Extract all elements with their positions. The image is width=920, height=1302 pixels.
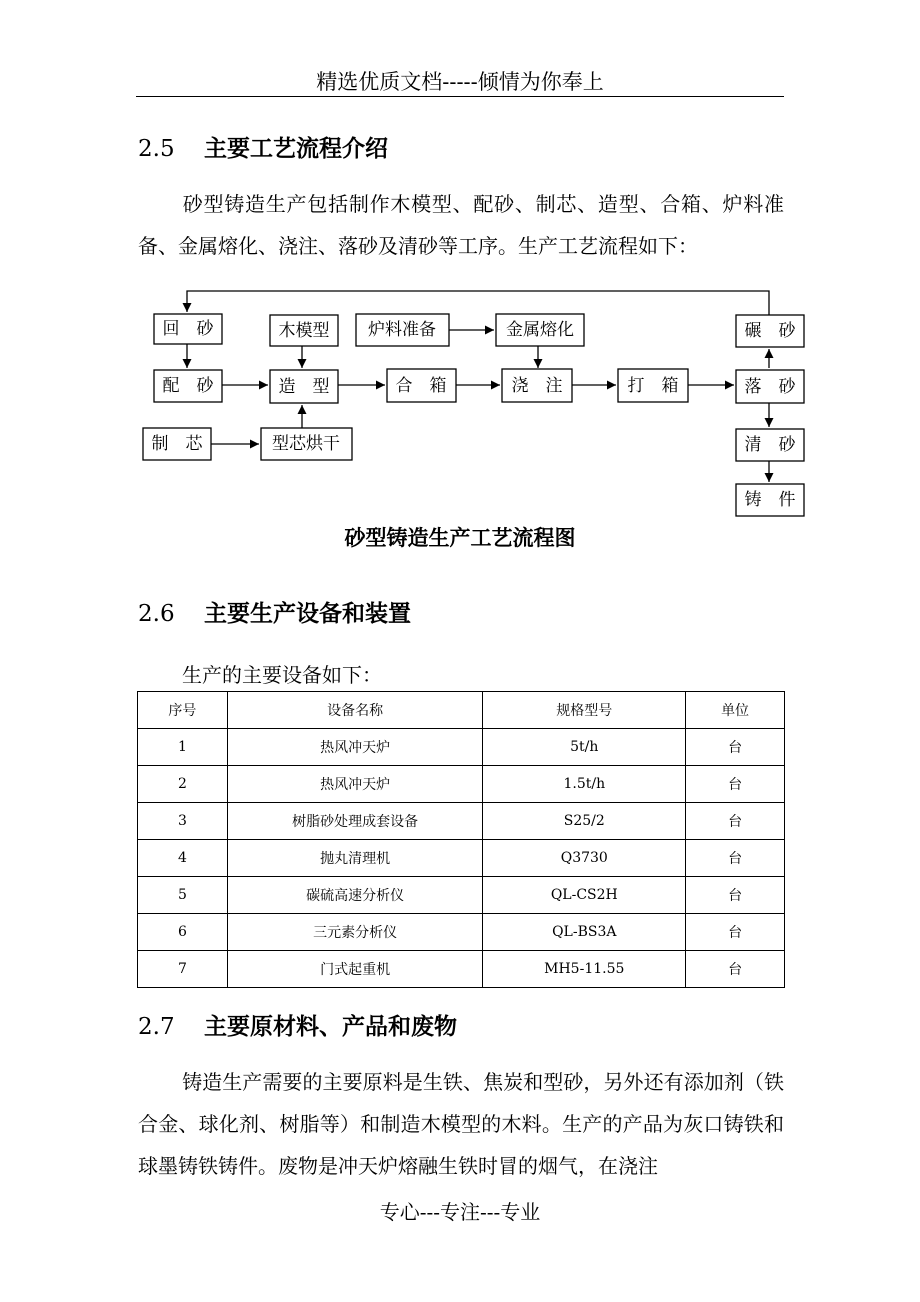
cell-name: 门式起重机 [227,951,483,988]
header-index: 序号 [138,692,228,729]
label-mumoxing: 木模型 [278,321,330,341]
cell-model: MH5-11.55 [483,951,686,988]
cell-index: 4 [138,840,228,877]
table-row [138,877,785,914]
label-luliao: 炉料准备 [368,320,436,340]
cell-index: 1 [138,729,228,766]
label-qingsha: 清 砂 [744,435,796,455]
label-luosha: 落 砂 [744,377,796,397]
paragraph-text: 砂型铸造生产包括制作木模型、配砂、制芯、造型、合箱、炉料准备、金属熔化、浇注、落砂及清砂等工序。生产工艺流程如下： [138,192,784,258]
paragraph-text: 铸造生产需要的主要原料是生铁、焦炭和型砂，另外还有添加剂（铁合金、球化剂、树脂等）和制造木模型的木料。生产的产品为灰口铸铁和球墨铸铁铸件。废物是冲天炉熔融生铁时冒的烟气，在浇注 [138,1070,784,1178]
label-zaoxing: 造 型 [278,377,330,397]
cell-name: 三元素分析仪 [227,914,483,951]
label-xingxin: 型芯烘干 [272,434,340,454]
table-row [138,914,785,951]
label-daxiang: 打 箱 [627,376,679,396]
label-zhixin: 制 芯 [151,434,203,454]
cell-unit: 台 [686,766,785,803]
cell-unit: 台 [686,877,785,914]
section-number: 2.7 [138,1014,175,1040]
section-title: 主要生产设备和装置 [204,600,411,627]
label-jiaozhu: 浇 注 [511,376,563,396]
cell-model: Q3730 [483,840,686,877]
paragraph-materials [138,1061,784,1187]
cell-name: 热风冲天炉 [227,729,483,766]
table-header-row [138,692,785,729]
flow-box-labels [152,319,797,510]
cell-unit: 台 [686,840,785,877]
section-number: 2.6 [138,601,175,627]
cell-name: 抛丸清理机 [227,840,483,877]
equipment-table [137,691,785,988]
arrow-niansha-to-huisha [187,291,769,315]
table-row [138,766,785,803]
label-jinshu: 金属熔化 [506,320,574,340]
label-peisha: 配 砂 [162,376,214,396]
cell-model: 1.5t/h [483,766,686,803]
section-title: 主要工艺流程介绍 [204,135,388,162]
cell-model: QL-CS2H [483,877,686,914]
cell-index: 7 [138,951,228,988]
cell-model: 5t/h [483,729,686,766]
cell-unit: 台 [686,951,785,988]
section-title: 主要原材料、产品和废物 [204,1013,457,1040]
table-row [138,840,785,877]
header-name: 设备名称 [227,692,483,729]
cell-index: 6 [138,914,228,951]
page-header: 精选优质文档-----倾情为你奉上 [316,70,604,94]
cell-name: 碳硫高速分析仪 [227,877,483,914]
section-heading-2-6 [138,595,411,628]
label-huisha: 回 砂 [162,319,214,339]
cell-name: 树脂砂处理成套设备 [227,803,483,840]
header-unit: 单位 [686,692,785,729]
cell-unit: 台 [686,803,785,840]
cell-model: S25/2 [483,803,686,840]
flowchart-caption: 砂型铸造生产工艺流程图 [344,525,576,550]
cell-unit: 台 [686,914,785,951]
process-flowchart [0,0,920,560]
label-niansha: 碾 砂 [744,321,796,341]
paragraph-equipment-intro [138,657,784,693]
cell-index: 3 [138,803,228,840]
table-row [138,729,785,766]
section-number: 2.5 [138,136,175,162]
cell-name: 热风冲天炉 [227,766,483,803]
label-heixiang: 合 箱 [395,376,447,396]
header-model: 规格型号 [483,692,686,729]
page-footer: 专心---专注---专业 [379,1200,541,1224]
cell-unit: 台 [686,729,785,766]
label-zhujian: 铸 件 [744,490,796,510]
section-heading-2-7 [138,1008,457,1041]
paragraph-text: 生产的主要设备如下： [182,663,382,687]
cell-model: QL-BS3A [483,914,686,951]
table-row [138,803,785,840]
flow-box-frames [143,314,804,516]
cell-index: 5 [138,877,228,914]
table-row [138,951,785,988]
cell-index: 2 [138,766,228,803]
